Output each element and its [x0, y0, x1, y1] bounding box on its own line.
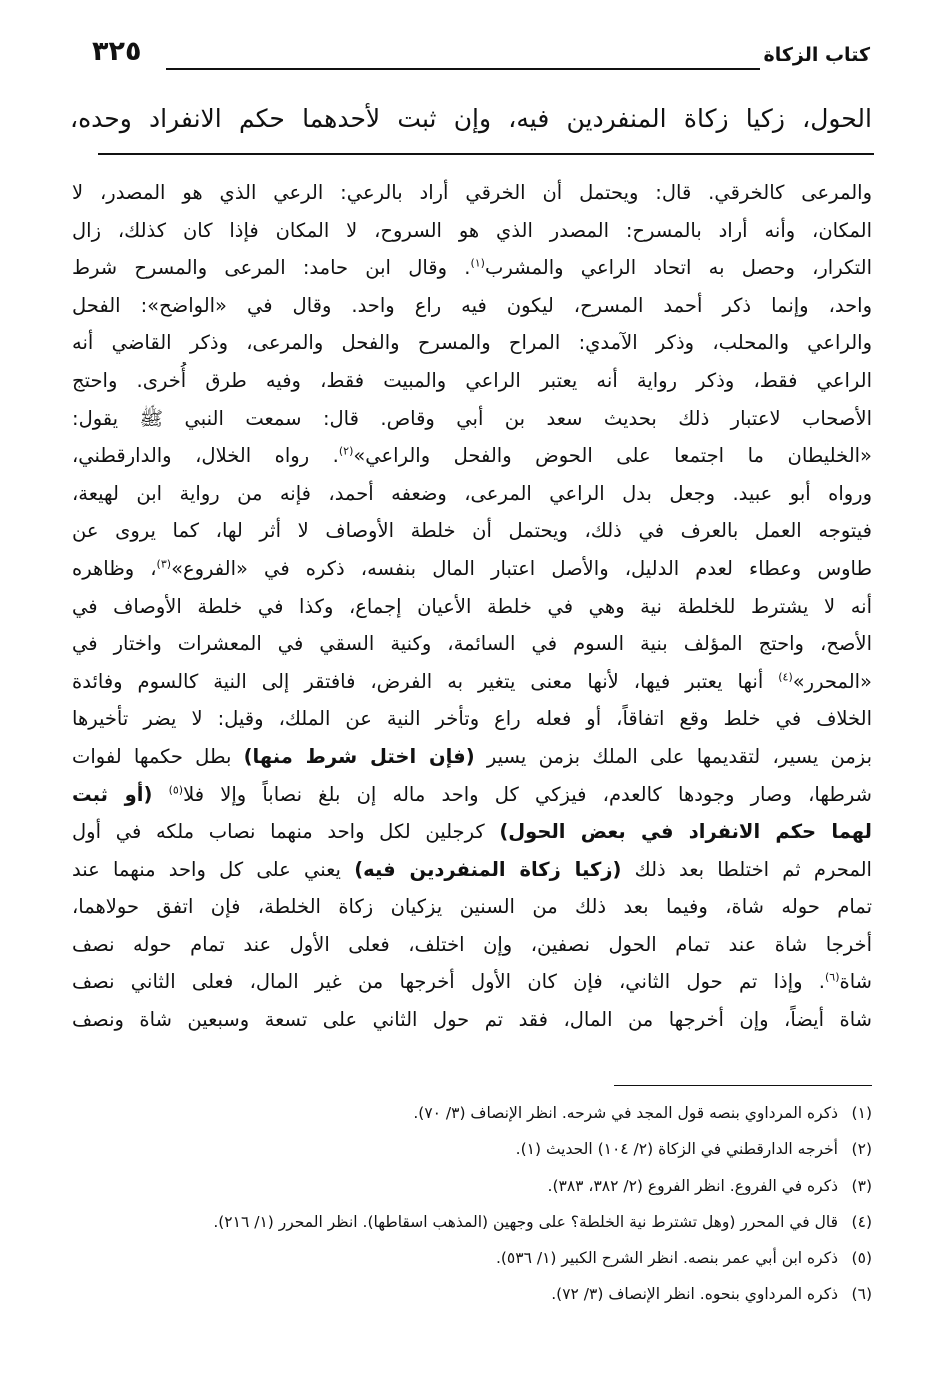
commentary-text: أخرجا شاة عند تمام الحول نصفين، وإن اختلف، فعلى الأول عند تمام حوله نصف — [72, 932, 872, 956]
footnote-number: (٤) — [851, 1212, 872, 1231]
commentary-text: شاة — [839, 970, 872, 994]
commentary-text: يعني على كل واحد منهما عند — [72, 857, 355, 881]
commentary-text: الخلاف في خلط وقع اتفاقاً، أو فعله راع وتأخر النية عن الملك، وقيل: لا يضر تأخيرها — [72, 707, 872, 731]
footnote-ref: (٥) — [168, 783, 184, 796]
footnote-text: قال في المحرر (وهل تشترط نية الخلطة؟ على وجهين (المذهب اسقاطها). انظر المحرر (١/ ٢١٦). — [213, 1212, 838, 1231]
commentary-line — [72, 926, 872, 964]
commentary-text: شاة أيضاً، وإن أخرجها من المال، فقد تم حول الثاني على تسعة وسبعين شاة ونصف — [72, 1008, 872, 1032]
footnote-number: (١) — [851, 1104, 872, 1122]
chapter-title: كتاب الزكاة — [763, 44, 870, 66]
footnote — [82, 1204, 872, 1240]
commentary-line — [72, 625, 872, 663]
commentary-line — [72, 437, 872, 475]
footnote — [82, 1168, 872, 1204]
commentary-body — [72, 174, 872, 1039]
commentary-text: المحرم ثم اختلطا بعد ذلك — [621, 857, 872, 881]
footnotes — [82, 1095, 872, 1313]
footnote-text: أخرجه الدارقطني في الزكاة (٢/ ١٠٤) الحديث (١). — [515, 1140, 838, 1159]
commentary-line — [72, 1001, 872, 1039]
matn-quote: (فإن اختل شرط منها) — [243, 744, 475, 768]
footnote-text: ذكره المرداوي بنحوه. انظر الإنصاف (٣/ ٧٢). — [551, 1285, 838, 1304]
footnote-number: (٢) — [851, 1140, 872, 1159]
commentary-text: أنها يعتبر فيها، لأنها معنى يتغير به الفرض، فافتقر إلى النية كالسوم وفائدة — [72, 669, 779, 693]
commentary-text: «الخليطان ما اجتمعا على الحوض والفحل والراعي» — [353, 444, 872, 468]
footnote-ref: (٢) — [338, 444, 354, 458]
footnote-ref: (٤) — [778, 670, 793, 684]
commentary-line — [72, 287, 872, 325]
commentary-line — [72, 813, 872, 851]
footnote-text: ذكره في الفروع. انظر الفروع (٢/ ٣٨٢، ٣٨٣). — [547, 1176, 838, 1195]
commentary-line — [72, 663, 872, 701]
commentary-text: والراعي والمحلب، وذكر الآمدي: المراح والمسرح والفحل والمرعى، وذكر القاضي أنه — [72, 331, 872, 355]
commentary-text: . رواه الخلال، والدارقطني، — [72, 444, 339, 468]
commentary-text: شرطها، وصار وجودها كالعدم، فيزكي كل واحد ماله إن بلغ نصاباً وإلا فلا — [183, 782, 872, 806]
matn-line: الحول، زكيا زكاة المنفردين فيه، وإن ثبت لأحدهما حكم الانفراد وحده، — [70, 104, 872, 133]
commentary-text: الأصح، واحتج المؤلف بنية السوم في السائمة، وكنية السقي في المعشرات واختار في — [72, 632, 872, 656]
commentary-text: . وإذا تم حول الثاني، فإن كان الأول أخرجها من غير المال، فعلى الثاني نصف — [72, 970, 825, 994]
commentary-text: واحد، وإنما ذكر أحمد المسرح، ليكون فيه راع واحد. وقال في «الواضح»: الفحل — [72, 293, 872, 317]
commentary-line — [72, 888, 872, 926]
commentary-text — [152, 783, 168, 806]
commentary-line — [72, 700, 872, 738]
matn-quote: (أو ثبت — [72, 782, 153, 806]
footnote-number: (٦) — [851, 1285, 872, 1304]
page-number: ٣٢٥ — [92, 36, 142, 67]
commentary-text: ، وظاهره — [72, 556, 157, 580]
commentary-line — [72, 212, 872, 250]
footnote-number: (٥) — [851, 1249, 872, 1268]
commentary-text: طاوس وعطاء لعدم الدليل، والأصل اعتبار المال بنفسه، ذكره في «الفروع» — [171, 556, 872, 580]
footnote-ref: (١) — [470, 256, 485, 270]
footnote — [82, 1095, 872, 1131]
commentary-line — [72, 174, 872, 212]
footnote-ref: (٦) — [824, 970, 840, 984]
footnote — [82, 1131, 872, 1167]
commentary-text: تمام حوله شاة، وفيما بعد ذلك من السنين يزكيان زكاة الخلطة، فإن اتفق حولاهما، — [72, 895, 872, 919]
running-header — [92, 34, 870, 82]
footnote — [82, 1240, 872, 1276]
matn-quote: لهما حكم الانفراد في بعض الحول) — [499, 820, 872, 844]
matn-separator — [98, 153, 874, 155]
footnote-ref: (٣) — [156, 557, 172, 571]
commentary-line — [72, 512, 872, 550]
commentary-line — [72, 851, 872, 889]
commentary-text: بطل حكمها لفوات — [72, 744, 244, 768]
commentary-line — [72, 550, 872, 588]
commentary-text: الأصحاب لاعتبار ذلك بحديث سعد بن أبي وقاص. قال: سمعت النبي ﷺ يقول: — [72, 406, 872, 430]
commentary-text: بزمن يسير، لتقديمها على الملك بزمن يسير — [474, 744, 872, 768]
commentary-line — [72, 324, 872, 362]
commentary-text: فيتوجه العمل بالعرف في ذلك، ويحتمل أن خلطة الأوصاف لا أثر لها، كما يروى عن — [72, 519, 872, 543]
commentary-text: ورواه أبو عبيد. وجعل بدل الراعي المرعى، وضعفه أحمد، فإنه من رواية ابن لهيعة، — [72, 481, 872, 505]
footnote-number: (٣) — [851, 1176, 872, 1195]
commentary-text: التكرار، وحصل به اتحاد الراعي والمشرب — [484, 256, 872, 280]
commentary-line — [72, 588, 872, 626]
header-rule — [166, 68, 760, 70]
footnote-text: ذكره المرداوي بنصه قول المجد في شرحه. انظر الإنصاف (٣/ ٧٠). — [413, 1104, 838, 1122]
commentary-text: المكان، وأنه أراد بالمسرح: المصدر الذي هو السروح، لا المكان فإذا كان كذلك، زال — [72, 218, 872, 242]
footnote-separator — [614, 1085, 872, 1086]
commentary-line — [72, 475, 872, 513]
commentary-line — [72, 400, 872, 438]
commentary-line — [72, 362, 872, 400]
matn-quote: (زكيا زكاة المنفردين فيه) — [354, 857, 622, 881]
commentary-line — [72, 738, 872, 776]
commentary-line — [72, 776, 872, 814]
footnote-text: ذكره ابن أبي عمر بنصه. انظر الشرح الكبير (١/ ٥٣٦). — [495, 1249, 838, 1268]
commentary-text: أنه لا يشترط للخلطة نية وهي في خلطة الأعيان إجماع، وكذا في خلطة الأوصاف في — [72, 594, 872, 618]
commentary-text: الراعي فقط، وذكر رواية أنه يعتبر الراعي والمبيت فقط، وفيه طرق أُخرى. واحتج — [72, 368, 872, 392]
commentary-text: «المحرر» — [792, 669, 872, 693]
commentary-text: كرجلين لكل واحد منهما نصاب ملكه في أول — [72, 820, 500, 844]
commentary-line — [72, 249, 872, 287]
commentary-text: والمرعى كالخرقي. قال: ويحتمل أن الخرقي أراد بالرعي: الرعي الذي هو المصدر، لا — [72, 181, 872, 204]
footnote — [82, 1276, 872, 1312]
commentary-text: . وقال ابن حامد: المرعى والمسرح شرط — [72, 256, 471, 280]
commentary-line — [72, 963, 872, 1001]
